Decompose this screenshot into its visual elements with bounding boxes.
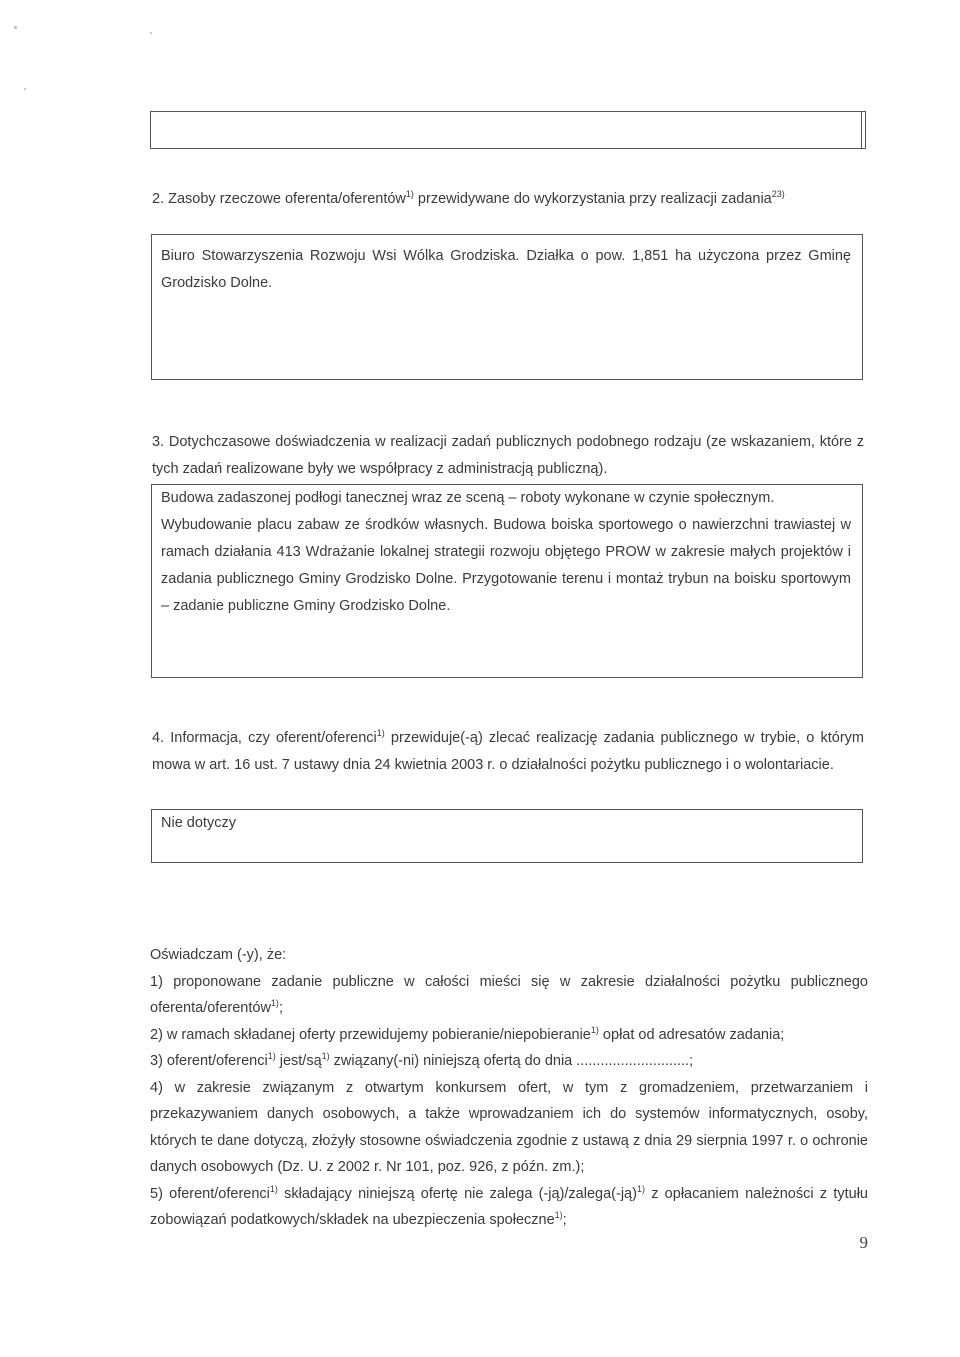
- section-2-content: Biuro Stowarzyszenia Rozwoju Wsi Wólka Grodziska. Działka o pow. 1,851 ha użyczona przez Gminę Grodzisko Dolne.: [161, 248, 851, 291]
- previous-section-box: [150, 111, 866, 149]
- scan-speck: [150, 32, 152, 34]
- section-4-box: [151, 809, 863, 863]
- declaration-block: [150, 942, 868, 1234]
- section-3-content-line1: Budowa zadaszonej podłogi tanecznej wraz ze sceną – roboty wykonane w czynie społecznym.: [161, 490, 775, 506]
- declaration-item-1: 1) proponowane zadanie publiczne w całości mieści się w zakresie działalności pożytku publicznego oferenta/oferentów$^{1)}$;: [150, 973, 868, 1016]
- section-3-heading: 3. Dotychczasowe doświadczenia w realizacji zadań publicznych podobnego rodzaju (ze wskazaniem, które z tych zadań realizowane były we współpracy z administracją publiczną).: [152, 434, 864, 477]
- section-3-content-rest: Wybudowanie placu zabaw ze środków własnych. Budowa boiska sportowego o nawierzchni trawiastej w ramach działania 413 Wdrażanie lokalnej strategii rozwoju objętego PROW w zakresie małych projektów i zadania publicznego Gminy Grodzisko Dolne. Przygotowanie terenu i montaż trybun na boisku sportowym – zadanie publiczne Gminy Grodzisko Dolne.: [161, 517, 851, 614]
- page-number: 9: [859, 1233, 868, 1252]
- declaration-intro: Oświadczam (-y), że:: [150, 947, 287, 963]
- section-2-box: [151, 234, 863, 380]
- scan-speck: [14, 26, 17, 29]
- section-3-box: [151, 484, 863, 678]
- declaration-item-4: 4) w zakresie związanym z otwartym konkursem ofert, w tym z gromadzeniem, przetwarzaniem i przekazywaniem danych osobowych, a także wprowadzaniem ich do systemów informatycznych, osoby, których te dane dotyczą, złożyły stosowne oświadczenia zgodnie z ustawą z dnia 29 sierpnia 1997 r. o ochronie danych osobowych (Dz. U. z 2002 r. Nr 101, poz. 926, z późn. zm.);: [150, 1079, 868, 1175]
- section-2-heading: 2. Zasoby rzeczowe oferenta/oferentów$^{1)}$ przewidywane do wykorzystania przy realizacji zadania$^{23)}$: [152, 189, 785, 207]
- declaration-item-2: 2) w ramach składanej oferty przewidujemy pobieranie/niepobieranie$^{1)}$ opłat od adresatów zadania;: [150, 1024, 785, 1043]
- scan-speck: [24, 88, 26, 90]
- declaration-item-5: 5) oferent/oferenci$^{1)}$ składający niniejszą ofertę nie zalega (-ją)/zalega(-ją)$^{1)}$ z opłacaniem należności z tytułu zobowiązań podatkowych/składek na ubezpieczenia społeczne$^{1)}$;: [150, 1183, 868, 1228]
- box-divider: [861, 112, 862, 148]
- declaration-item-3: 3) oferent/oferenci$^{1)}$ jest/$są^{1)}$ związany(-ni) niniejszą ofertą do dnia ............................;: [150, 1051, 694, 1069]
- section-3-content: [161, 485, 851, 620]
- section-4-heading: 4. Informacja, czy oferent/oferenci$^{1)}$ przewiduje(-ą) zlecać realizację zadania publicznego w trybie, o którym mowa w art. 16 ust. 7 ustawy dnia 24 kwietnia 2003 r. o działalności pożytku publicznego i o wolontariacie.: [152, 728, 865, 773]
- section-4-content: Nie dotyczy: [161, 815, 236, 831]
